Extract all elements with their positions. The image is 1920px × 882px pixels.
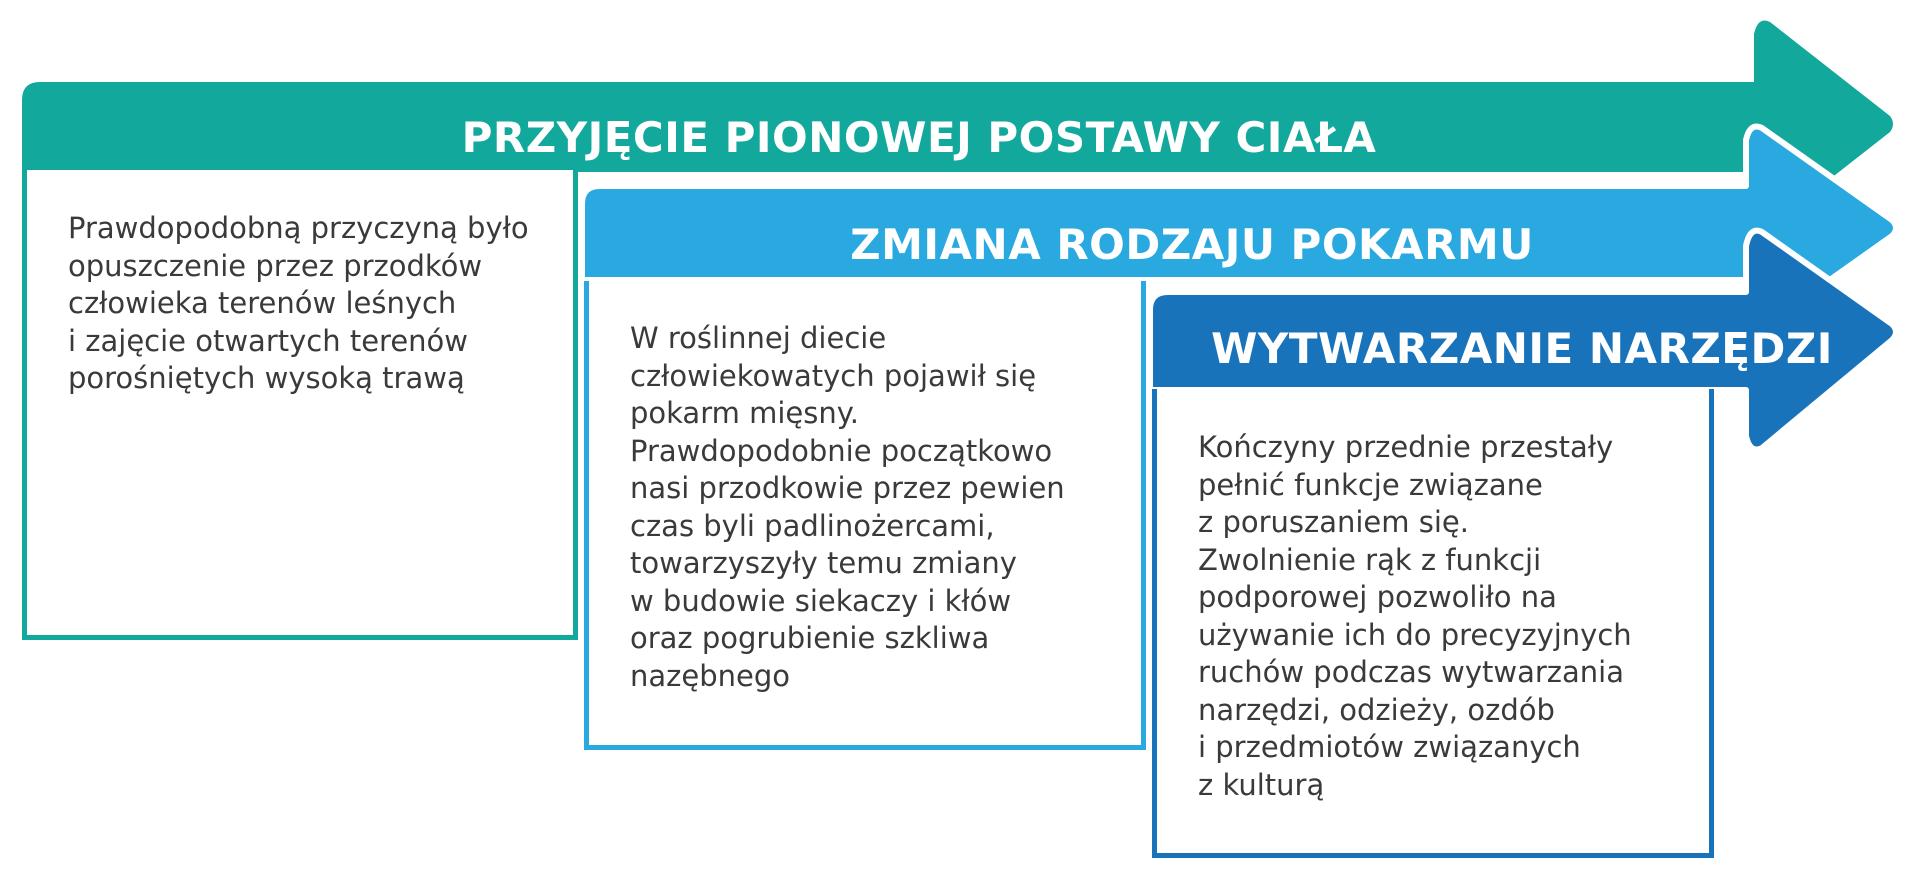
stage-1-title: PRZYJĘCIE PIONOWEJ POSTAWY CIAŁA xyxy=(461,112,1377,162)
stage-3-description: Kończyny przednie przestały pełnić funkcje związane z poruszaniem się. Zwolnienie rąk z funkcji podporowej pozwoliło na używanie ich do precyzyjnych ruchów podczas wytwarzania narzędzi, odzieży, ozdób i przedmiotów związanych z kulturą xyxy=(1198,430,1632,802)
stage-3-title: WYTWARZANIE NARZĘDZI xyxy=(1211,323,1833,373)
stage-2-title: ZMIANA RODZAJU POKARMU xyxy=(850,219,1534,269)
stage-1-description: Prawdopodobną przyczyną było opuszczenie przez przodków człowieka terenów leśnych i zajęcie otwartych terenów porośniętych wysoką trawą xyxy=(68,211,529,395)
stage-2-description: W roślinnej diecie człowiekowatych pojawił się pokarm mięsny. Prawdopodobnie początkowo nasi przodkowie przez pewien czas byli padlinożercami, towarzyszyły temu zmiany w budowie siekaczy i kłów oraz pogrubienie szkliwa nazębnego xyxy=(630,321,1065,693)
